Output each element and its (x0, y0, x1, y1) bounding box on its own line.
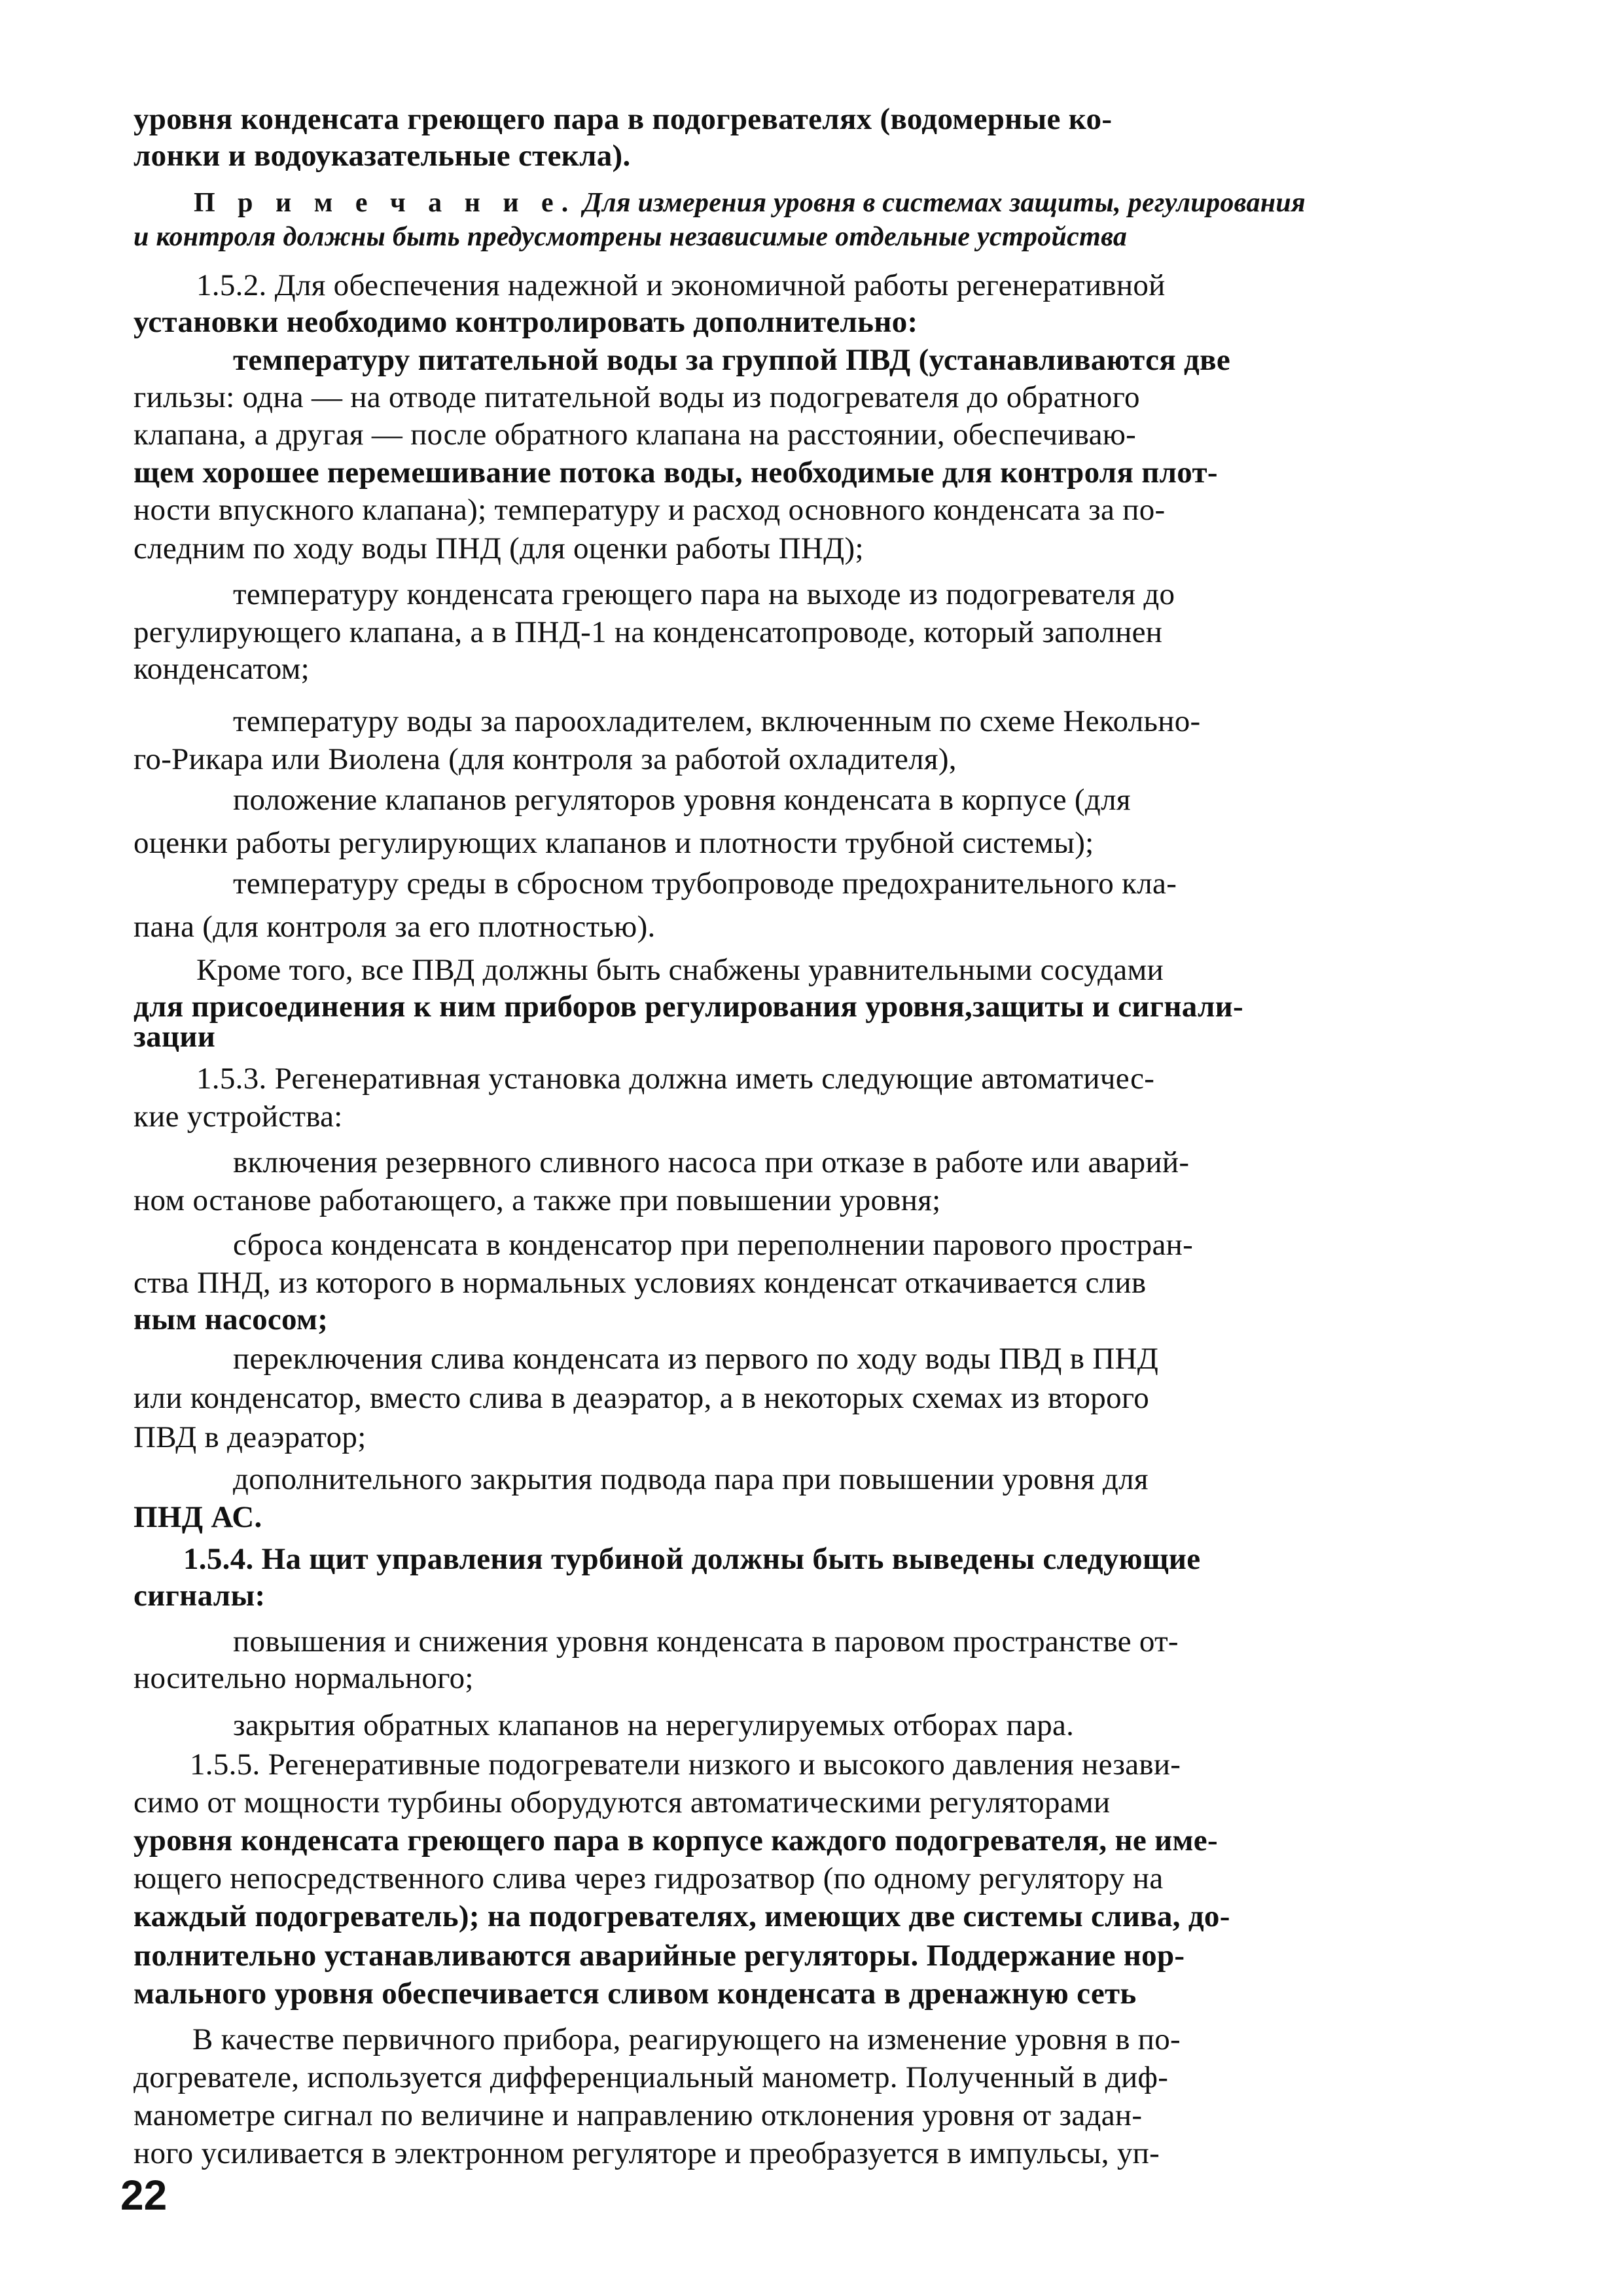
text-line: гильзы: одна — на отводе питательной воды из подогревателя до обратного (134, 380, 1140, 414)
text-line: следним по ходу воды ПНД (для оценки работы ПНД); (134, 531, 864, 565)
text-line: уровня конденсата греющего пара в корпусе каждого подогревателя, не име- (134, 1823, 1218, 1857)
text-line: ПНД АС. (134, 1500, 262, 1534)
text-line: повышения и снижения уровня конденсата в паровом пространстве от- (233, 1624, 1179, 1659)
text-line: В качестве первичного прибора, реагирующего на изменение уровня в по- (192, 2022, 1181, 2056)
text-line: кие устройства: (134, 1100, 343, 1134)
paragraph-1-5-5: 1.5.5. Регенеративные подогреватели низкого и высокого давления незави- (190, 1748, 1181, 1782)
text-line: температуру конденсата греющего пара на выходе из подогревателя до (233, 577, 1175, 611)
text-line: переключения слива конденсата из первого по ходу воды ПВД в ПНД (233, 1342, 1159, 1376)
text-line: сигналы: (134, 1579, 266, 1613)
text-line: оценки работы регулирующих клапанов и плотности трубной системы); (134, 826, 1094, 860)
text-line: установки необходимо контролировать дополнительно: (134, 305, 918, 339)
text-line: ного усиливается в электронном регуляторе и преобразуется в импульсы, уп- (134, 2136, 1160, 2170)
text-line: каждый подогреватель); на подогревателях, имеющих две системы слива, до- (134, 1899, 1230, 1933)
text-line: ющего непосредственного слива через гидрозатвор (по одному регулятору на (134, 1861, 1164, 1895)
text-line: дополнительного закрытия подвода пара при повышении уровня для (233, 1462, 1149, 1496)
paragraph-1-5-2: 1.5.2. Для обеспечения надежной и экономичной работы регенеративной (196, 268, 1166, 302)
text-line: ПВД в деаэратор; (134, 1420, 366, 1454)
text-line: зации (134, 1020, 216, 1054)
text-line: ным насосом; (134, 1302, 329, 1336)
text-line: догревателе, используется дифференциальный манометр. Полученный в диф- (134, 2060, 1169, 2094)
text-line: щем хорошее перемешивание потока воды, необходимые для контроля плот- (134, 456, 1218, 490)
paragraph-1-5-4: 1.5.4. На щит управления турбиной должны быть выведены следующие (183, 1542, 1201, 1576)
note-line (194, 185, 1522, 221)
text-line: для присоединения к ним приборов регулирования уровня,защиты и сигнали- (134, 990, 1243, 1024)
text-line: клапана, а другая — после обратного клапана на расстоянии, обеспечиваю- (134, 418, 1137, 452)
text-line: ности впускного клапана); температуру и расход основного конденсата за по- (134, 493, 1166, 527)
text-line: ства ПНД, из которого в нормальных условиях конденсат откачивается слив (134, 1266, 1147, 1300)
text-line: температуру среды в сбросном трубопроводе предохранительного кла- (233, 867, 1177, 901)
text-line: уровня конденсата греющего пара в подогревателях (водомерные ко- (134, 102, 1113, 136)
text-line: температуру воды за пароохладителем, включенным по схеме Некольно- (233, 704, 1201, 738)
note-text: Для измерения уровня в системах защиты, регулирования (583, 188, 1306, 218)
text-line: регулирующего клапана, а в ПНД-1 на конденсатопроводе, который заполнен (134, 615, 1163, 649)
text-line: температуру питательной воды за группой ПВД (устанавливаются две (233, 343, 1230, 377)
text-line: или конденсатор, вместо слива в деаэратор, а в некоторых схемах из второго (134, 1381, 1150, 1415)
text-line: Кроме того, все ПВД должны быть снабжены уравнительными сосудами (196, 953, 1164, 987)
text-line: пана (для контроля за его плотностью). (134, 910, 656, 944)
text-line: носительно нормального; (134, 1661, 474, 1695)
note-label: П р и м е ч а н и е. (194, 188, 577, 218)
text-line: сброса конденсата в конденсатор при переполнении парового простран- (233, 1228, 1194, 1262)
paragraph-1-5-3: 1.5.3. Регенеративная установка должна иметь следующие автоматичес- (196, 1062, 1155, 1096)
text-line: включения резервного сливного насоса при отказе в работе или аварий- (233, 1145, 1190, 1179)
text-line: мального уровня обеспечивается сливом конденсата в дренажную сеть (134, 1977, 1137, 2011)
text-line: манометре сигнал по величине и направлению отклонения уровня от задан- (134, 2098, 1143, 2132)
text-line: ном останове работающего, а также при повышении уровня; (134, 1183, 941, 1217)
note-line: и контроля должны быть предусмотрены независимые отдельные устройства (134, 222, 1128, 252)
text-line: го-Рикара или Виолена (для контроля за работой охладителя), (134, 742, 957, 776)
text-line: лонки и водоуказательные стекла). (134, 139, 631, 173)
text-line: конденсатом; (134, 652, 310, 686)
text-line: положение клапанов регуляторов уровня конденсата в корпусе (для (233, 783, 1131, 817)
text-line: полнительно устанавливаются аварийные регуляторы. Поддержание нор- (134, 1939, 1185, 1973)
text-line: симо от мощности турбины оборудуются автоматическими регуляторами (134, 1785, 1111, 1820)
page-number: 22 (120, 2172, 168, 2219)
text-line: закрытия обратных клапанов на нерегулируемых отборах пара. (233, 1708, 1075, 1742)
